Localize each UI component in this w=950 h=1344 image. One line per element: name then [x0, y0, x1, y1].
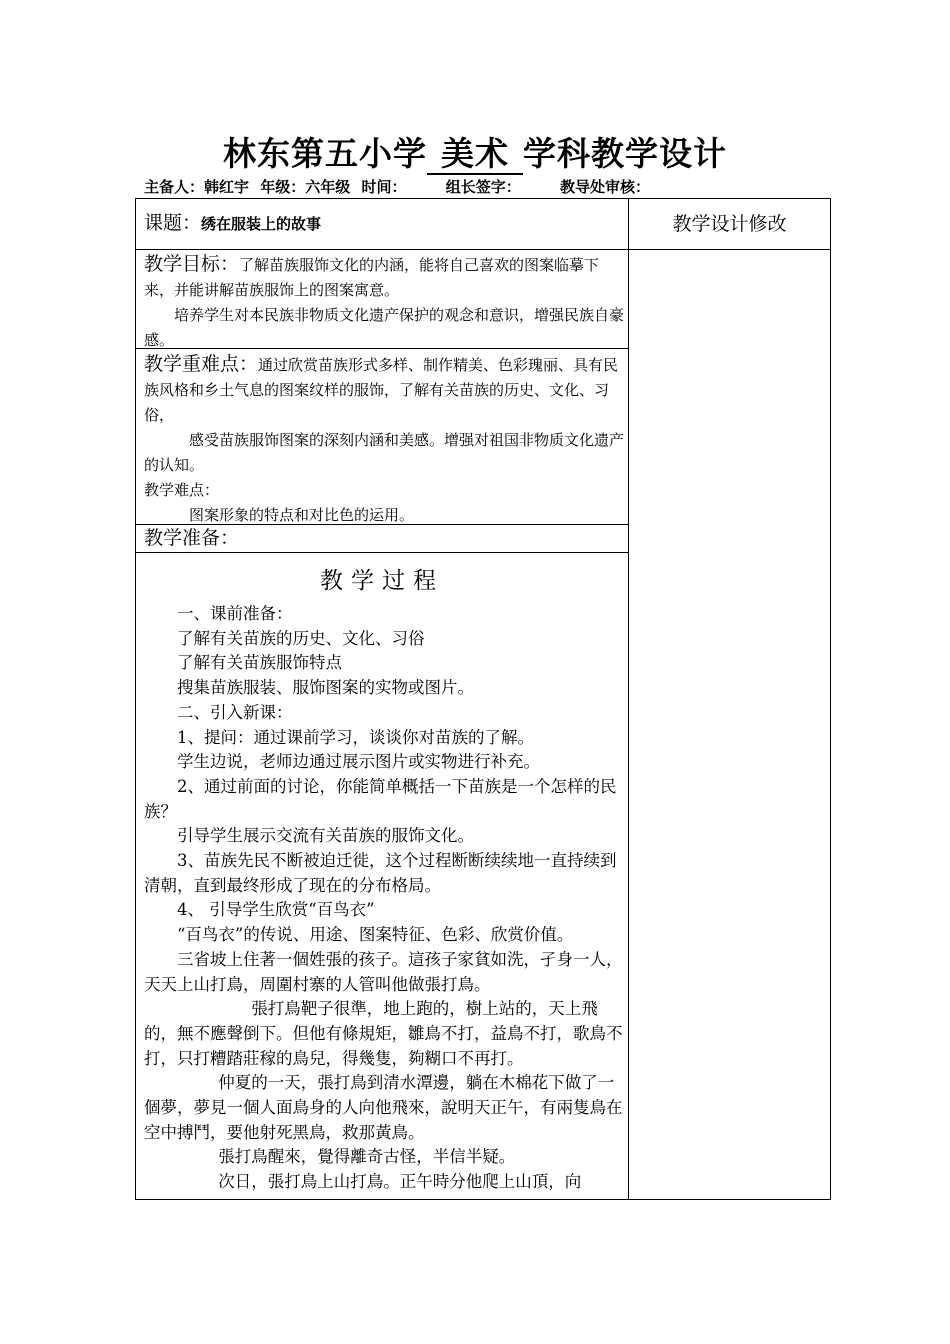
- topic-label: 课题：: [144, 212, 202, 234]
- preparation-cell: [144, 526, 624, 552]
- process-paragraph: 引导学生展示交流有关苗族的服饰文化。: [177, 826, 474, 846]
- objectives-cell: [144, 252, 624, 353]
- process-paragraph: 一、课前准备：: [177, 604, 293, 623]
- process-paragraph: 張打鳥靶子很準，地上跑的，樹上站的，天上飛的，無不應聲倒下。但他有條規矩，雛鳥不打，益鳥不打，歌鳥不打，只打糟踏莊稼的鳥兒，得幾隻，夠糊口不再打。: [144, 999, 623, 1068]
- meta-office-review: 教导处审核：: [560, 178, 651, 196]
- process-paragraph: 了解有关苗族服饰特点: [177, 653, 342, 673]
- process-paragraph: 搜集苗族服装、服饰图案的实物或图片。: [177, 678, 474, 698]
- process-paragraph: 了解有关苗族的历史、文化、习俗: [177, 628, 425, 648]
- preparation-label: 教学准备：: [144, 527, 240, 549]
- meta-time: 时间：: [361, 178, 407, 196]
- process-paragraph: 二、引入新课：: [177, 702, 293, 722]
- meta-grade: 年级：六年级: [260, 178, 351, 196]
- topic-cell: [144, 211, 624, 237]
- process-paragraph: 学生边说，老师边通过展示图片或实物进行补充。: [177, 752, 540, 772]
- title-subject: 美术: [427, 135, 523, 175]
- process-paragraph: 3、苗族先民不断被迫迁徙，这个过程断断续续地一直持续到清朝，直到最终形成了现在的分布格局。: [144, 851, 617, 895]
- row-divider: [135, 552, 629, 553]
- process-body: [144, 602, 624, 1195]
- title-suffix: 学科教学设计: [523, 134, 727, 173]
- key-points-line1: 通过欣赏苗族形式多样、制作精美、色彩瑰丽、具有民族风格和乡土气息的图案纹样的服饰，了解有关苗族的历史、文化、习俗，: [144, 356, 619, 424]
- objectives-label: 教学目标：: [144, 253, 240, 275]
- process-paragraph: 仲夏的一天，張打鳥到清水潭邊，躺在木棉花下做了一個夢，夢見一個人面鳥身的人向他飛來，說明天正午，有兩隻鳥在空中搏鬥，要他射死黑鳥，救那黃鳥。: [144, 1073, 623, 1142]
- meta-leader-sign: 组长签字：: [445, 178, 521, 196]
- key-points-line2: 感受苗族服饰图案的深刻内涵和美感。增强对祖国非物质文化遗产的认知。: [144, 431, 625, 474]
- title-school: 林东第五小学: [223, 134, 427, 173]
- objectives-line2: 培养学生对本民族非物质文化遗产保护的观念和意识，增强民族自豪感。: [144, 306, 625, 349]
- meta-preparer: 主备人：韩红宇: [144, 178, 250, 196]
- difficulty-text: 图案形象的特点和对比色的运用。: [189, 506, 415, 524]
- process-paragraph: 1、提问：通过课前学习，谈谈你对苗族的了解。: [177, 727, 534, 747]
- process-paragraph: “百鸟衣”的传说、用途、图案特征、色彩、欣赏价值。: [177, 925, 574, 945]
- process-paragraph: 張打鳥醒來，覺得離奇古怪，半信半疑。: [218, 1147, 516, 1167]
- process-paragraph: 三省坡上住著一個姓張的孩子。這孩子家貧如洗，孑身一人，天天上山打鳥，周圍村寨的人管叫他做張打鳥。: [144, 949, 623, 994]
- process-paragraph: 4、 引导学生欣赏“百鸟衣”: [177, 900, 375, 920]
- process-paragraph: 次日，張打鳥上山打鳥。正午時分他爬上山頂，向: [218, 1172, 582, 1192]
- difficulty-label: 教学难点：: [144, 481, 220, 499]
- process-paragraph: 2、通过前面的讨论，你能简单概括一下苗族是一个怎样的民族？: [144, 776, 617, 821]
- key-points-label: 教学重难点：: [144, 353, 259, 375]
- objectives-line1: 了解苗族服饰文化的内涵，能将自己喜欢的图案临摹下来，并能讲解苗族服饰上的图案寓意。: [144, 256, 600, 299]
- revision-column-header: 教学设计修改: [672, 213, 787, 235]
- topic-value: 绣在服装上的故事: [201, 215, 322, 233]
- meta-line: [144, 176, 656, 197]
- process-title: 教学过程: [320, 568, 444, 594]
- document-title: [0, 128, 950, 175]
- key-points-cell: [144, 352, 624, 528]
